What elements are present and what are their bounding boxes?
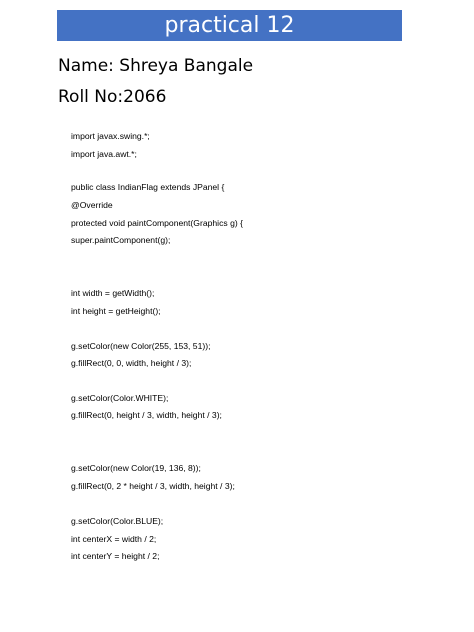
code-line: import javax.swing.*;: [71, 131, 150, 141]
code-line: int centerY = height / 2;: [71, 551, 160, 561]
code-line: int width = getWidth();: [71, 288, 155, 298]
code-line: @Override: [71, 200, 113, 210]
code-line: protected void paintComponent(Graphics g) {: [71, 218, 243, 228]
code-line: g.fillRect(0, 0, width, height / 3);: [71, 358, 192, 368]
code-line: int centerX = width / 2;: [71, 534, 157, 544]
code-line: public class IndianFlag extends JPanel {: [71, 182, 225, 192]
code-line: int height = getHeight();: [71, 306, 161, 316]
code-line: g.setColor(Color.WHITE);: [71, 393, 169, 403]
code-line: g.setColor(new Color(255, 153, 51));: [71, 341, 211, 351]
code-line: g.setColor(new Color(19, 136, 8));: [71, 463, 201, 473]
code-line: import java.awt.*;: [71, 149, 137, 159]
document-title-bar: [57, 10, 402, 41]
code-line: g.setColor(Color.BLUE);: [71, 516, 164, 526]
document-title: practical 12: [164, 13, 295, 38]
code-line: g.fillRect(0, height / 3, width, height / 3);: [71, 410, 222, 420]
code-line: super.paintComponent(g);: [71, 235, 171, 245]
roll-number-heading: Roll No:2066: [58, 87, 167, 107]
student-name-heading: Name: Shreya Bangale: [58, 56, 254, 76]
code-line: g.fillRect(0, 2 * height / 3, width, height / 3);: [71, 481, 235, 491]
